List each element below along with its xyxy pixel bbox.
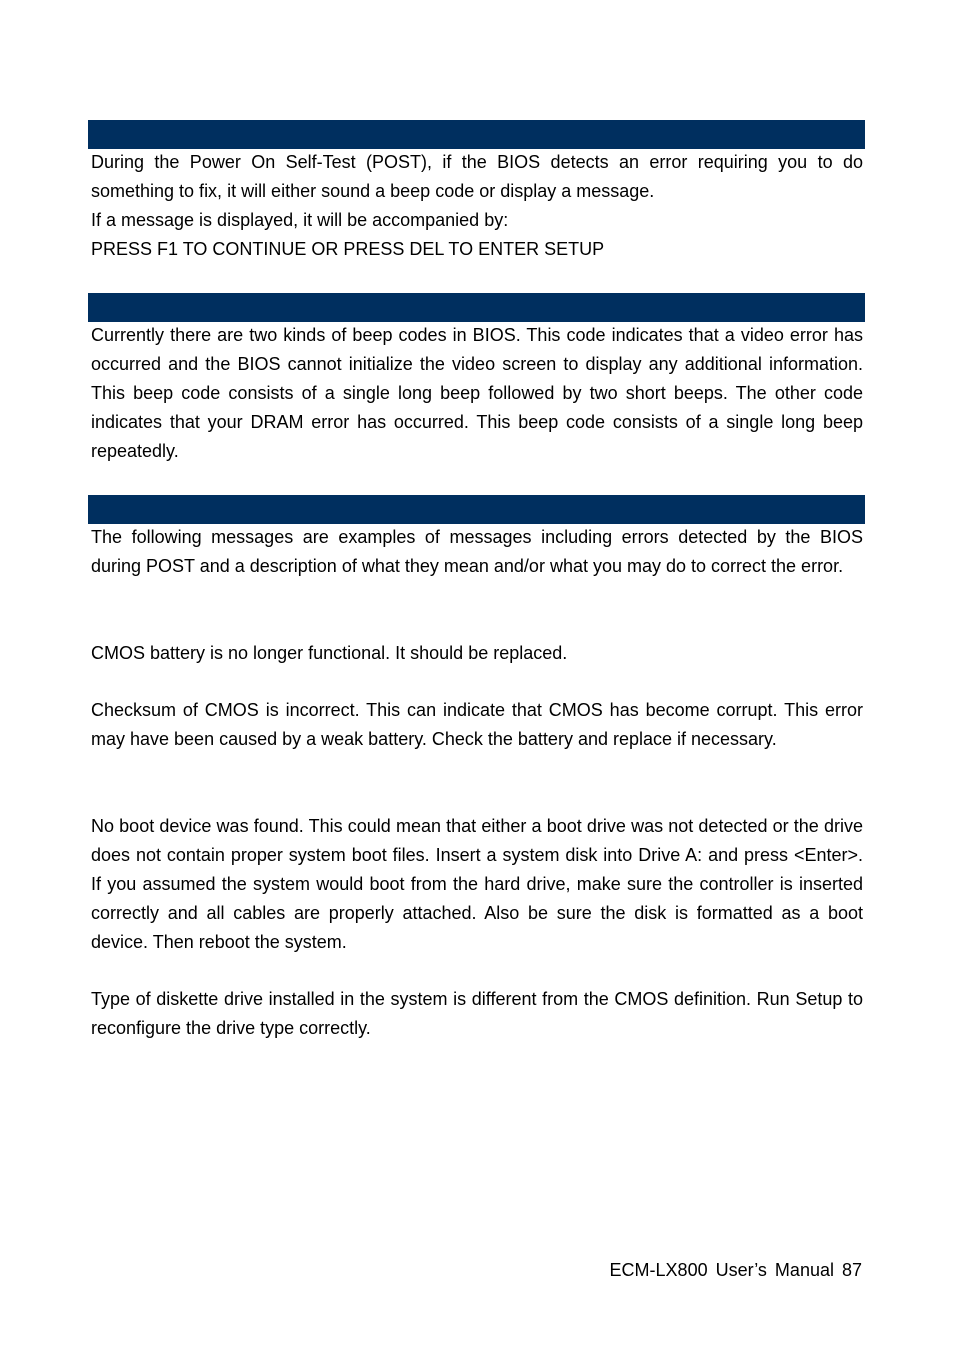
post-intro-paragraph: During the Power On Self-Test (POST), if the BIOS detects an error requiring you to do something to fix, it will either sound a beep code or display a message. [91, 152, 863, 201]
page-footer: ECM-LX800 User’s Manual 87 [609, 1260, 862, 1280]
cmos-checksum-message: Checksum of CMOS is incorrect. This can indicate that CMOS has become corrupt. This error may have been caused by a weak battery. Check the battery and replace if necessary. [91, 700, 863, 749]
cmos-battery-message: CMOS battery is no longer functional. It should be replaced. [91, 643, 568, 663]
section-header-bar-beep-codes [88, 293, 865, 322]
beep-codes-paragraph: Currently there are two kinds of beep codes in BIOS. This code indicates that a video error has occurred and the BIOS cannot initialize the video screen to display any additional information. This beep code consists of a single long beep followed by two short beeps. The other code indicates that your DRAM error has occurred. This beep code consists of a single long beep repeatedly. [91, 325, 863, 461]
section-header-bar-post [88, 120, 865, 149]
error-messages-intro: The following messages are examples of messages including errors detected by the BIOS during POST and a description of what they mean and/or what you may do to correct the error. [91, 527, 863, 576]
diskette-drive-message: Type of diskette drive installed in the system is different from the CMOS definition. Run Setup to reconfigure the drive type correctly. [91, 989, 863, 1038]
post-setup-prompt: PRESS F1 TO CONTINUE OR PRESS DEL TO ENTER SETUP [91, 239, 605, 259]
no-boot-device-message: No boot device was found. This could mean that either a boot drive was not detected or the drive does not contain proper system boot files. Insert a system disk into Drive A: and press <Enter>. If you assumed the system would boot from the hard drive, make sure the controller is inserted correctly and all cables are properly attached. Also be sure the disk is formatted as a boot device. Then reboot the system. [91, 816, 863, 952]
post-message-note: If a message is displayed, it will be accompanied by: [91, 210, 509, 230]
section-header-bar-error-messages [88, 495, 865, 524]
